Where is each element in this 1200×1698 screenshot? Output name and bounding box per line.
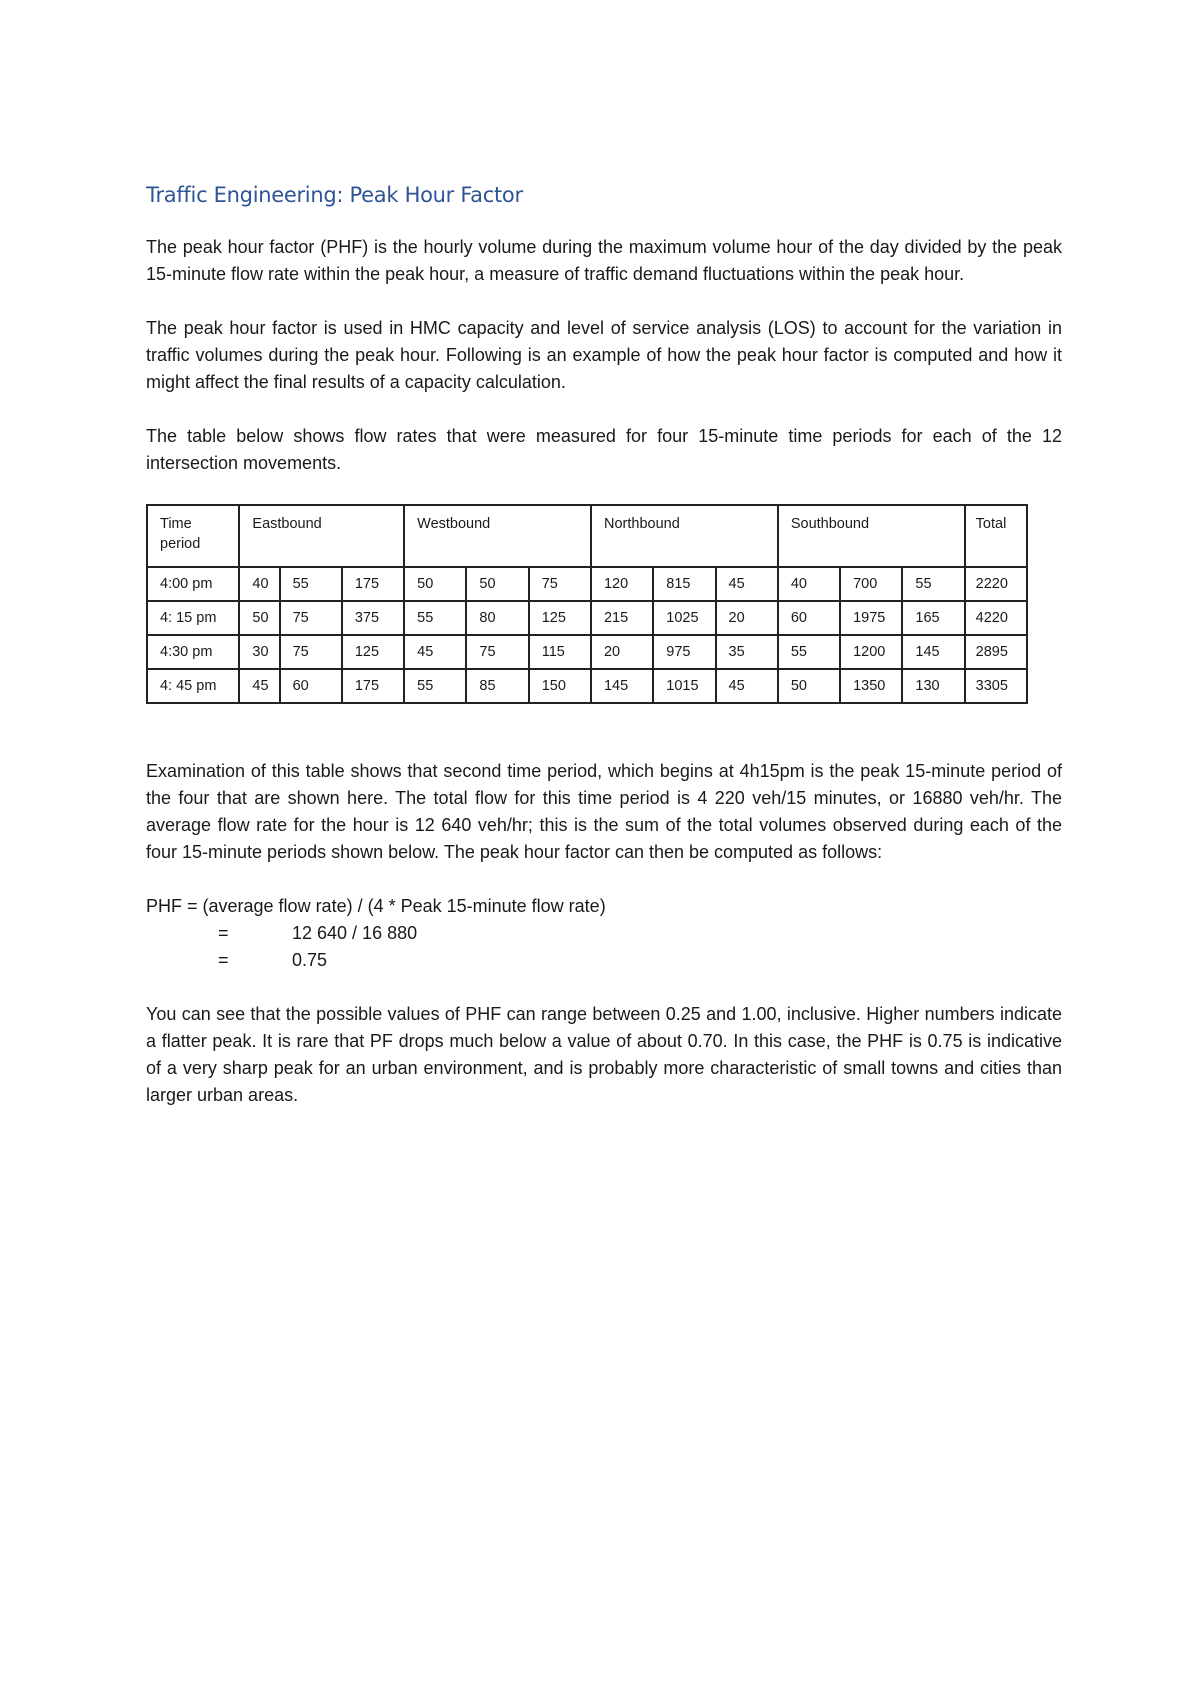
table-cell: 125: [529, 601, 591, 635]
paragraph-table-intro: The table below shows flow rates that were measured for four 15-minute time periods for each of the 12 intersection movements.: [146, 426, 1062, 473]
table-cell: 165: [902, 601, 964, 635]
cell-total: 4220: [965, 601, 1027, 635]
table-row: [147, 567, 1027, 601]
table-cell: 75: [466, 635, 528, 669]
table-cell: 55: [404, 601, 466, 635]
paragraph-usage: The peak hour factor is used in HMC capacity and level of service analysis (LOS) to account for the variation in traffic volumes during the peak hour. Following is an example of how the peak hour factor is computed and how it might affect the final results of a capacity calculation.: [146, 318, 1062, 392]
table-cell: 35: [716, 635, 778, 669]
table-cell: 75: [280, 601, 342, 635]
table-cell: 125: [342, 635, 404, 669]
table-cell: 150: [529, 669, 591, 703]
table-cell: 1025: [653, 601, 715, 635]
paragraph-examination: Examination of this table shows that second time period, which begins at 4h15pm is the peak 15-minute period of the four that are shown here. The total flow for this time period is 4 220 veh/15 minutes, or 16880 veh/hr. The average flow rate for the hour is 12 640 veh/hr; this is the sum of the total volumes observed during each of the four 15-minute periods shown below. The peak hour factor can then be computed as follows:: [146, 761, 1062, 862]
table-cell: 815: [653, 567, 715, 601]
table-cell: 1350: [840, 669, 902, 703]
document-page: [146, 183, 1062, 1136]
table-cell: 130: [902, 669, 964, 703]
table-cell: 50: [466, 567, 528, 601]
cell-time: 4: 15 pm: [147, 601, 239, 635]
table-cell: 175: [342, 567, 404, 601]
table-cell: 55: [280, 567, 342, 601]
cell-total: 3305: [965, 669, 1027, 703]
paragraph-conclusion: You can see that the possible values of PHF can range between 0.25 and 1.00, inclusive. Higher numbers indicate a flatter peak. It is rare that PF drops much below a value of about 0.70. In this case, the PHF is 0.75 is indicative of a very sharp peak for an urban environment, and is probably more characteristic of small towns and cities than larger urban areas.: [146, 1004, 1062, 1105]
flow-rate-table: [146, 504, 1028, 704]
table-cell: 85: [466, 669, 528, 703]
table-cell: 215: [591, 601, 653, 635]
header-southbound: Southbound: [778, 505, 965, 567]
table-cell: 75: [529, 567, 591, 601]
formula-result-value: 0.75: [292, 950, 328, 970]
table-cell: 1200: [840, 635, 902, 669]
table-cell: 45: [716, 567, 778, 601]
cell-time: 4:00 pm: [147, 567, 239, 601]
table-cell: 50: [778, 669, 840, 703]
paragraph-definition: The peak hour factor (PHF) is the hourly volume during the maximum volume hour of the day divided by the peak 15-minute flow rate within the peak hour, a measure of traffic demand fluctuations within the peak hour.: [146, 237, 1062, 284]
table-cell: 50: [404, 567, 466, 601]
header-total: Total: [965, 505, 1027, 567]
table-cell: 375: [342, 601, 404, 635]
table-cell: 55: [902, 567, 964, 601]
cell-time: 4: 45 pm: [147, 669, 239, 703]
table-cell: 60: [778, 601, 840, 635]
table-cell: 75: [280, 635, 342, 669]
table-cell: 175: [342, 669, 404, 703]
table-cell: 975: [653, 635, 715, 669]
phf-formula: [146, 893, 1062, 974]
table-row: [147, 669, 1027, 703]
formula-result: [146, 947, 1062, 974]
table-cell: 45: [239, 669, 279, 703]
table-cell: 145: [591, 669, 653, 703]
table-header-row: [147, 505, 1027, 567]
header-northbound: Northbound: [591, 505, 778, 567]
table-cell: 1975: [840, 601, 902, 635]
formula-step: [146, 920, 1062, 947]
table-cell: 80: [466, 601, 528, 635]
table-cell: 40: [778, 567, 840, 601]
table-cell: 50: [239, 601, 279, 635]
table-cell: 20: [716, 601, 778, 635]
table-cell: 40: [239, 567, 279, 601]
cell-time: 4:30 pm: [147, 635, 239, 669]
table-row: [147, 635, 1027, 669]
page-title: Traffic Engineering: Peak Hour Factor: [146, 183, 523, 207]
header-westbound: Westbound: [404, 505, 591, 567]
table-cell: 145: [902, 635, 964, 669]
table-cell: 45: [716, 669, 778, 703]
table-cell: 30: [239, 635, 279, 669]
equals-sign: =: [218, 950, 229, 970]
cell-total: 2220: [965, 567, 1027, 601]
table-cell: 1015: [653, 669, 715, 703]
formula-step-value: 12 640 / 16 880: [292, 923, 418, 943]
header-time-period: Time period: [147, 505, 239, 567]
table-cell: 700: [840, 567, 902, 601]
table-cell: 55: [778, 635, 840, 669]
equals-sign: =: [218, 923, 229, 943]
table-cell: 55: [404, 669, 466, 703]
table-cell: 115: [529, 635, 591, 669]
table-cell: 120: [591, 567, 653, 601]
formula-definition: PHF = (average flow rate) / (4 * Peak 15-minute flow rate): [146, 896, 606, 916]
cell-total: 2895: [965, 635, 1027, 669]
header-eastbound: Eastbound: [239, 505, 404, 567]
table-cell: 60: [280, 669, 342, 703]
table-cell: 45: [404, 635, 466, 669]
table-row: [147, 601, 1027, 635]
table-cell: 20: [591, 635, 653, 669]
